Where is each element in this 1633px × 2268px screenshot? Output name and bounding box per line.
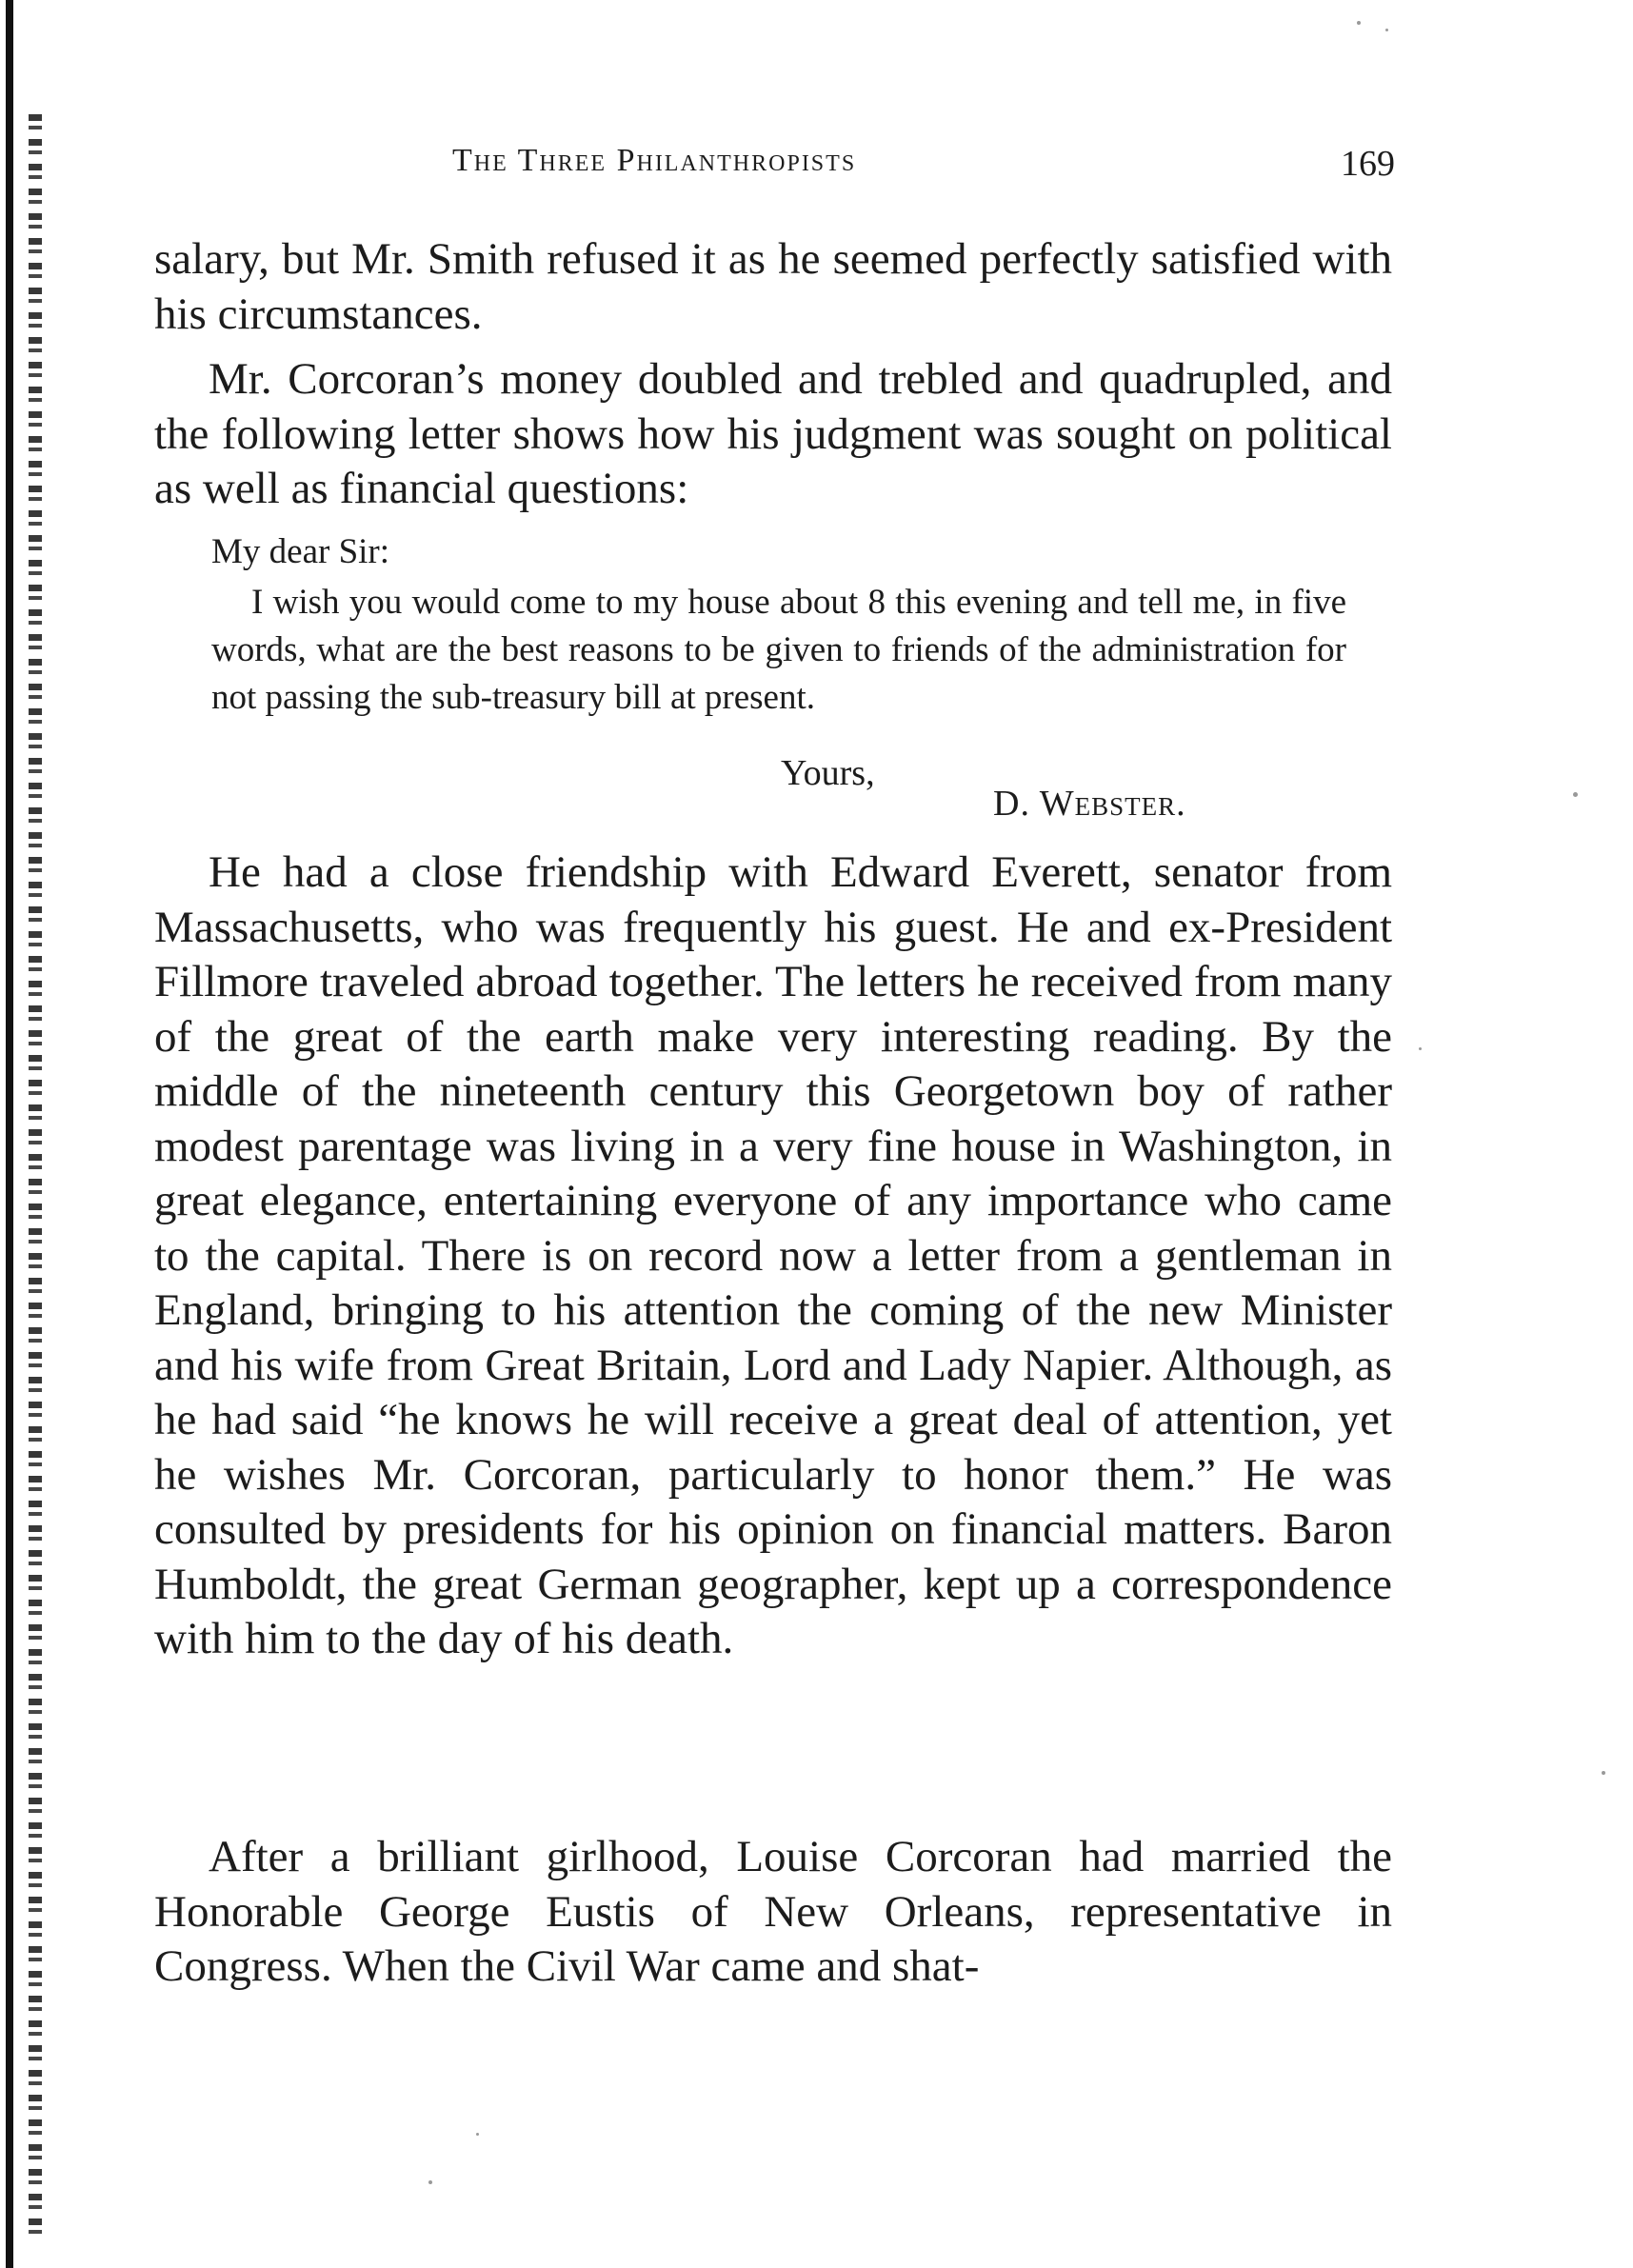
letter-closing: Yours, [781,753,875,793]
letter-body: I wish you would come to my house about 8 this evening and tell me, in five words, what are the best reasons to be given to friends of the administration for not passing the sub-treasury bill at present. [211,583,1346,717]
page-number: 169 [1341,144,1395,184]
binding-shadow [6,0,13,2268]
scan-speck [1385,29,1388,31]
letter-signature: D. Webster. [993,784,1186,824]
paragraph-4: After a brilliant girlhood, Louise Corcoran had married the Honorable George Eustis of New Orleans, representative in Congress. When the Civil War came and shat- [154,1832,1392,1991]
paragraph-3: He had a close friendship with Edward Everett, senator from Massachusetts, who was frequently his guest. He and ex-President Fillmore traveled abroad together. The letters he received from many of the great of the earth make very interesting reading. By the middle of the nineteenth century this Georgetown boy of rather modest parentage was living in a very fine house in Washington, in great elegance, entertaining everyone of any importance who came to the capital. There is on record now a letter from a gentleman in England, bringing to his attention the coming of the new Minister and his wife from Great Britain, Lord and Lady Napier. Although, as he had said “he knows he will receive a great deal of attention, yet he wishes Mr. Corcoran, particularly to honor them.” He was consulted by presidents for his opinion on financial matters. Baron Humboldt, the great German geographer, kept up a correspondence with him to the day of his death. [154,847,1392,1663]
paragraph-1: salary, but Mr. Smith refused it as he seemed perfectly satisfied with his circumstances. [154,234,1392,339]
scan-speck [476,2133,479,2136]
binding-texture [29,114,42,2239]
scan-binding-edge [0,0,46,2268]
scan-speck [1573,792,1578,797]
page-header [157,143,1395,200]
paragraph-2: Mr. Corcoran’s money doubled and trebled and quadrupled, and the following letter shows how his judgment was sought on political as well as financial questions: [154,354,1392,513]
letter-salutation: My dear Sir: [211,532,390,571]
scan-speck [1602,1771,1605,1775]
scan-speck [1357,21,1361,25]
scan-speck [428,2180,432,2184]
scan-speck [1419,1047,1422,1050]
running-head: The Three Philanthropists [452,143,857,178]
